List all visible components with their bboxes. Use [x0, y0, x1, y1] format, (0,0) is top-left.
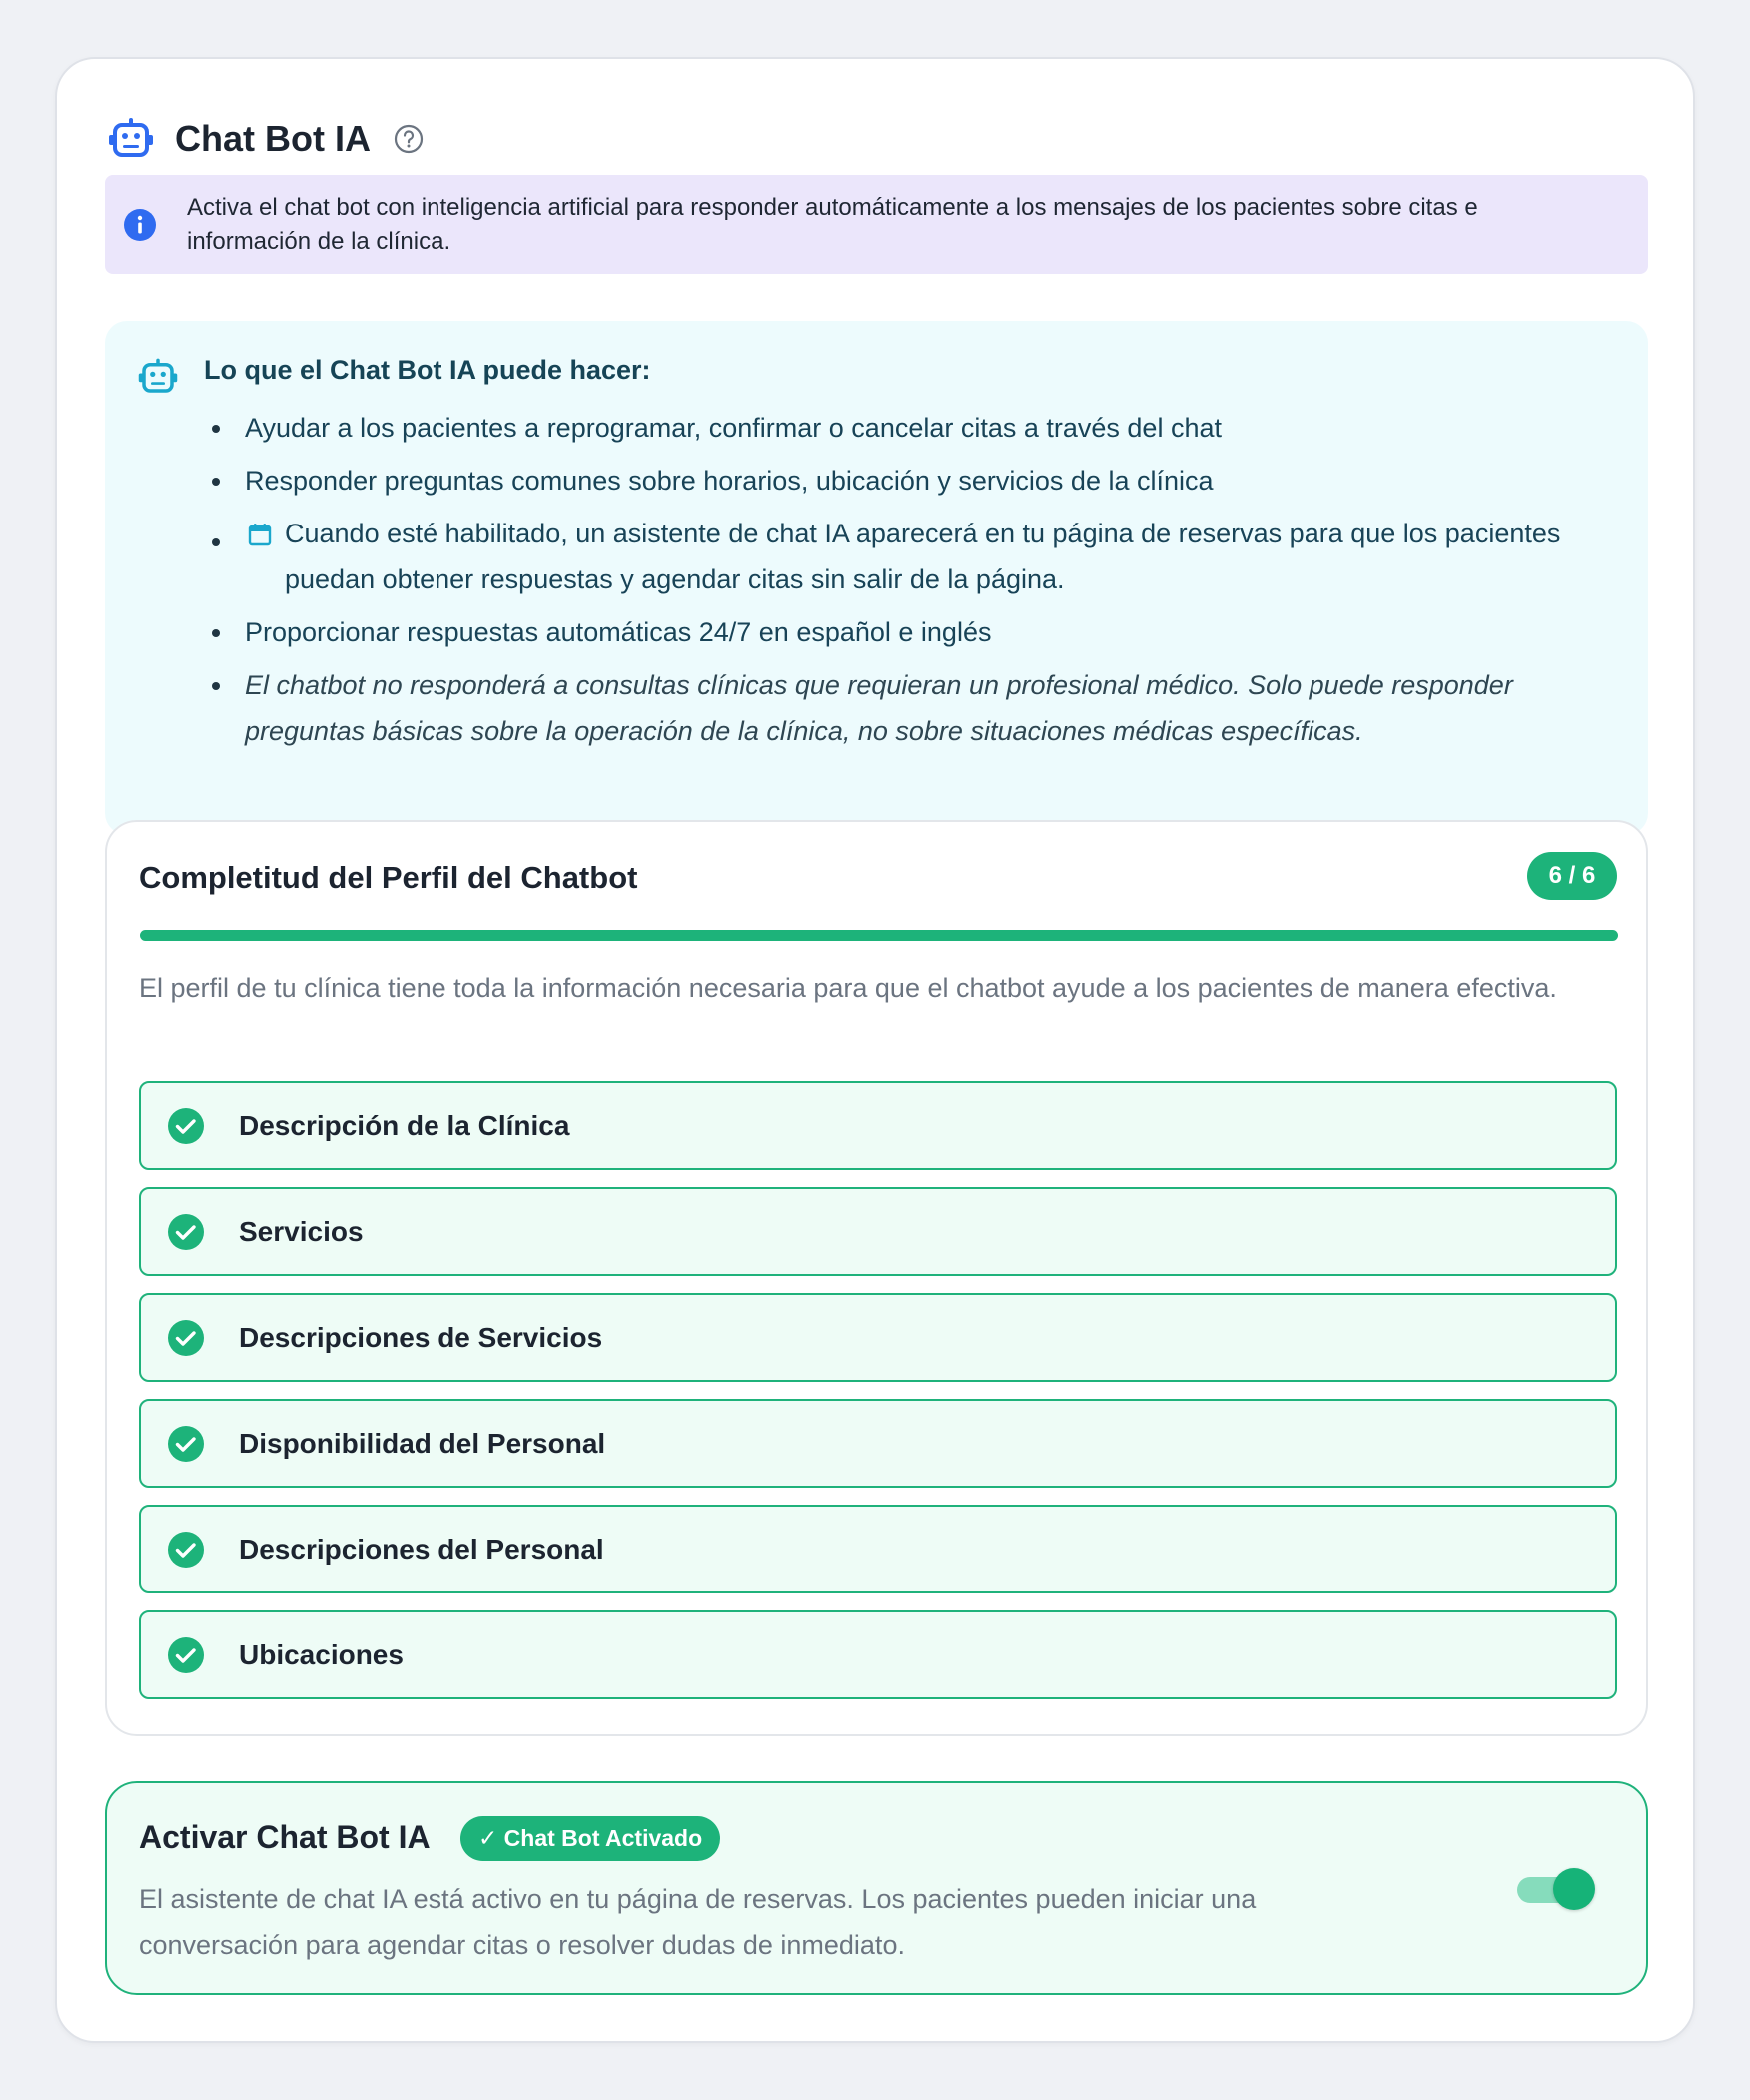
checklist-item-label: Descripciones del Personal — [239, 1533, 604, 1565]
profile-description: El perfil de tu clínica tiene toda la información necesaria para que el chatbot ayude a los pacientes de manera efectiva. — [139, 973, 1557, 1003]
question-circle-icon[interactable] — [393, 123, 425, 155]
info-banner-text: Activa el chat bot con inteligencia artificial para responder automáticamente a los mensajes de los pacientes sobre citas e información de la clínica. — [187, 193, 1478, 255]
chatbot-settings-card — [55, 57, 1695, 2043]
features-panel — [105, 321, 1648, 835]
info-banner — [105, 175, 1648, 274]
card-header — [107, 111, 425, 167]
toggle-knob — [1553, 1868, 1595, 1910]
list-item-text: Cuando esté habilitado, un asistente de chat IA aparecerá en tu página de reservas para que los pacientes puedan obtener respuestas y agendar citas sin salir de la página. — [285, 519, 1561, 594]
list-item: Proporcionar respuestas automáticas 24/7 en español e inglés — [212, 609, 1630, 655]
chatbot-enable-toggle[interactable] — [1517, 1868, 1595, 1912]
check-circle-icon — [167, 1636, 205, 1674]
checklist-item-label: Descripciones de Servicios — [239, 1321, 603, 1353]
checklist-item-staff-availability[interactable] — [139, 1399, 1617, 1488]
progress-fill — [140, 930, 1618, 941]
status-badge: ✓ Chat Bot Activado — [460, 1816, 720, 1861]
robot-icon — [137, 356, 179, 398]
checklist-item-label: Disponibilidad del Personal — [239, 1427, 606, 1459]
activate-title: Activar Chat Bot IA — [139, 1819, 431, 1855]
checklist-item-clinic-description[interactable] — [139, 1081, 1617, 1170]
check-circle-icon — [167, 1213, 205, 1251]
info-icon — [123, 208, 157, 242]
features-list — [212, 405, 1630, 761]
completeness-badge: 6 / 6 — [1527, 852, 1617, 900]
page-title: Chat Bot IA — [175, 118, 371, 159]
checklist-item-services[interactable] — [139, 1187, 1617, 1276]
robot-icon — [107, 115, 155, 163]
calendar-icon — [247, 522, 273, 547]
profile-title: Completitud del Perfil del Chatbot — [139, 860, 638, 895]
checklist — [139, 1081, 1617, 1716]
activate-chatbot-panel — [105, 1781, 1648, 1995]
list-item — [212, 511, 1630, 602]
list-item: Responder preguntas comunes sobre horarios, ubicación y servicios de la clínica — [212, 458, 1630, 504]
checklist-item-label: Ubicaciones — [239, 1638, 404, 1670]
checklist-item-service-descriptions[interactable] — [139, 1293, 1617, 1382]
check-circle-icon — [167, 1107, 205, 1145]
activate-description: El asistente de chat IA está activo en tu página de reservas. Los pacientes pueden iniciar una conversación para agendar citas o resolver dudas de inmediato. — [139, 1884, 1257, 1960]
check-circle-icon — [167, 1319, 205, 1357]
checklist-item-locations[interactable] — [139, 1610, 1617, 1699]
profile-completeness-panel — [105, 820, 1648, 1736]
list-item-disclaimer: El chatbot no responderá a consultas clínicas que requieran un profesional médico. Solo puede responder preguntas básicas sobre la operación de la clínica, no sobre situaciones médicas específicas. — [212, 662, 1630, 754]
checklist-item-staff-descriptions[interactable] — [139, 1505, 1617, 1593]
checklist-item-label: Servicios — [239, 1215, 364, 1247]
completeness-progress-bar — [140, 930, 1618, 941]
features-title: Lo que el Chat Bot IA puede hacer: — [204, 355, 651, 385]
list-item: Ayudar a los pacientes a reprogramar, confirmar o cancelar citas a través del chat — [212, 405, 1630, 451]
check-circle-icon — [167, 1425, 205, 1463]
check-circle-icon — [167, 1531, 205, 1569]
checklist-item-label: Descripción de la Clínica — [239, 1109, 570, 1141]
